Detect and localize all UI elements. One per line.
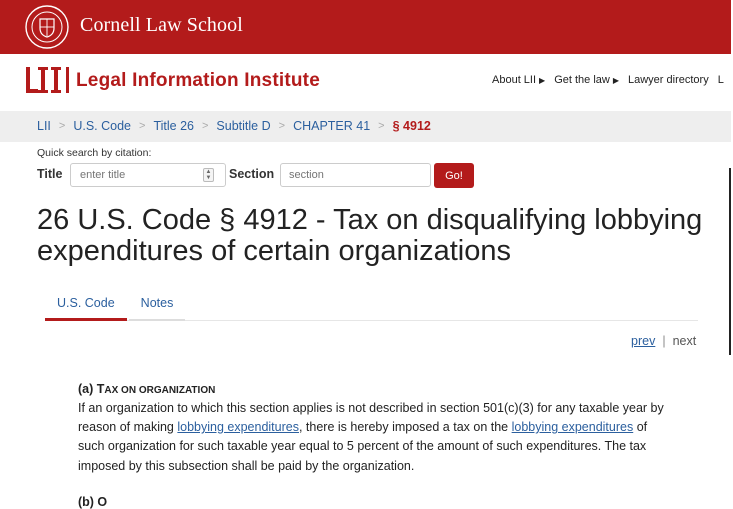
- next-link[interactable]: next: [672, 334, 697, 348]
- breadcrumb-chapter-41[interactable]: CHAPTER 41: [293, 119, 371, 133]
- subsection-a-title-rest: AX ON ORGANIZATION: [104, 385, 216, 396]
- title-label: Title: [37, 167, 63, 181]
- breadcrumb-separator-icon: >: [58, 120, 66, 132]
- subsection-a-title-initial: T: [96, 382, 105, 396]
- breadcrumb-separator-icon: >: [278, 120, 286, 132]
- subsection-a-label: (a): [78, 382, 97, 396]
- subsection-b-heading: (b) O: [78, 495, 108, 509]
- prev-link[interactable]: prev: [631, 334, 656, 348]
- subsection-a-text: [78, 399, 668, 476]
- pager-separator: |: [662, 334, 666, 348]
- content-tabs: [45, 290, 698, 321]
- breadcrumb-separator-icon: >: [378, 120, 385, 132]
- tab-us-code[interactable]: U.S. Code: [45, 290, 127, 321]
- nav-lawyer-directory[interactable]: [628, 74, 709, 86]
- cornell-law-school-logo[interactable]: Cornell Law School: [80, 14, 243, 36]
- lii-logo-icon[interactable]: [26, 67, 72, 93]
- section-pager: [631, 334, 696, 348]
- right-edge-rule: [729, 168, 731, 355]
- nav-get-the-law[interactable]: [554, 74, 619, 86]
- nav-label: Get the law: [554, 74, 610, 86]
- caret-right-icon: ▶: [612, 75, 619, 85]
- quick-search-label: Quick search by citation:: [37, 147, 152, 159]
- breadcrumb-separator-icon: >: [139, 120, 146, 132]
- breadcrumb: [37, 119, 431, 133]
- lobbying-expenditures-link[interactable]: lobbying expenditures: [177, 420, 299, 435]
- nav-label: About LII: [492, 74, 537, 86]
- section-input[interactable]: [280, 163, 431, 187]
- nav-truncated-item[interactable]: [718, 74, 724, 86]
- tab-notes[interactable]: Notes: [129, 290, 186, 321]
- para-text: If an organization to which this section applies is not described in section 501(c)(3) for any taxable year by reason of making: [78, 401, 664, 435]
- lii-logo-text[interactable]: Legal Information Institute: [76, 70, 320, 91]
- subsection-a-heading: [78, 382, 215, 396]
- caret-right-icon: ▶: [539, 75, 546, 85]
- nav-label: L: [717, 74, 724, 86]
- go-button[interactable]: Go!: [434, 163, 474, 188]
- breadcrumb-current-section: § 4912: [392, 119, 431, 133]
- breadcrumb-separator-icon: >: [201, 120, 209, 132]
- page-title: 26 U.S. Code § 4912 - Tax on disqualifying lobbying expenditures of certain organizations: [37, 204, 703, 267]
- breadcrumb-us-code[interactable]: U.S. Code: [73, 119, 132, 133]
- para-text: of such organization for such taxable year equal to 5 percent of the amount of such expenditures. The tax imposed by this subsection shall be paid by the organization.: [78, 420, 648, 473]
- cornell-seal-icon[interactable]: [25, 5, 69, 49]
- breadcrumb-lii[interactable]: LII: [37, 119, 51, 133]
- breadcrumb-title-26[interactable]: Title 26: [153, 119, 194, 133]
- nav-about-lii[interactable]: [492, 74, 545, 86]
- section-label: Section: [229, 167, 275, 181]
- top-nav: [492, 74, 733, 86]
- nav-label: Lawyer directory: [628, 74, 709, 86]
- lobbying-expenditures-link[interactable]: lobbying expenditures: [511, 420, 634, 435]
- para-text: , there is hereby imposed a tax on the: [298, 420, 512, 435]
- breadcrumb-subtitle-d[interactable]: Subtitle D: [216, 119, 271, 133]
- title-stepper-icon[interactable]: ▲ ▼: [203, 168, 214, 182]
